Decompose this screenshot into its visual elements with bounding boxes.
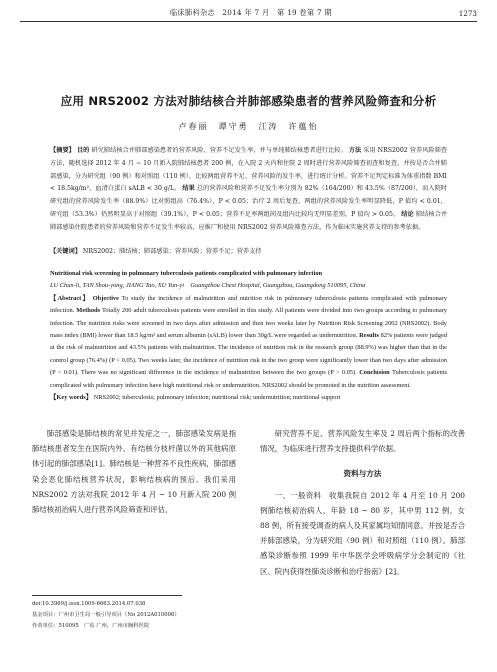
en-keywords-label: 【Key words】: [50, 394, 93, 402]
en-keywords-text: NRS2002; tuberculosis; pulmonary infection; nutritional risk; undernutrition; nutritional support: [93, 394, 341, 402]
footnote-rule: [32, 595, 182, 596]
en-results-text: 82% patients were judged at the risk of malnutrition and 43.5% patients with malnutrition. The incidence of nutrition risk in the research group (88.9%) was higher than that in the control group (76.4%) (P < 0.05). Two weeks later, the incidence of nutrition risk in the two group were significantly lower than two days after admission (P < 0.01). There was no significant difference in the incidence of malnutrition between the two groups (P > 0.05).: [50, 332, 447, 377]
en-objective-label: Objective: [92, 294, 120, 302]
results-text: 总的营养风险和营养不足发生率分别为 82%（164/200）和 43.5%（87/200），而入院时研究组的营养风险发生率（88.9%）比对照组高（76.4%），P < 0.05；治疗 2 周后复查，两组的营养风险发生率明显降低，P 值均 < 0.01，研究组（53.3%）仍然明显高于对照组（39.1%），P < 0.05；营养不足率两组间及组内比较均无明显差别，P 值均 > 0.05。: [50, 185, 448, 218]
english-authors: LU Chun-li, TAN Shou-yong, JIANG Tao, XU Yun-yi Guangzhou Chest Hospital, Guangzhou, Guangdong 510095, China: [50, 282, 366, 290]
affiliation-line: 作者单位：510095 广东 广州，广州市胸科医院: [32, 622, 150, 629]
page-number: 1273: [458, 8, 477, 18]
author-list: 卢春丽 谭守勇 江涛 许蕴怡: [178, 122, 319, 131]
english-abstract: [50, 268, 447, 404]
en-results-label: Results: [359, 332, 379, 340]
keywords-text: NRS2002；肺结核；肺部感染；营养风险；营养不足；营养支持: [82, 248, 262, 255]
footnotes: [32, 599, 180, 631]
doi-line: doi:10.3969/j.issn.1009-6663.2014.07.038: [32, 601, 146, 607]
conclusion-text: 肺结核合并肺部感染住院患者的营养风险和营养不足发生率较高，应推广和使用 NRS2002 营养风险筛查方法，作为临床实施营养支持的参考依据。: [50, 210, 448, 231]
conclusion-label: 结论: [401, 210, 414, 218]
methods-label: 方法: [348, 147, 362, 154]
body-column-left: [32, 426, 236, 517]
section-heading: 资料与方法: [343, 469, 382, 479]
en-conclusion-text: Tuberculosis patients complicated with pulmonary infection have high nutritional risk or undernutrition. NRS2002 should be promoted in the nutrition assessment.: [50, 369, 448, 389]
methods-paragraph: 一、一般资料 收集我院自 2012 年 4 月至 10 月 200 例肺结核初治病人，年龄 18 ~ 80 岁，其中男 112 例，女 88 例，所有接受调查的病人及其家属均知情同意。并按是否合并肺部感染，分为研究组（90 例）和对照组（110 例）。肺部感染诊断参照 1999 年中华医学会呼吸病学分会制定的《社区、院内获得性肺炎诊断和治疗指南》[2]。: [260, 490, 465, 576]
journal-citation: 临床肺科杂志 2014 年 7 月 第 19 卷第 7 期: [170, 8, 332, 17]
objective-text: 研究肺结核合并肺部感染患者的营养风险、营养不足发生率，并与单纯肺结核患者进行比较。: [91, 147, 347, 154]
chinese-keywords: [50, 246, 447, 259]
en-conclusion-label: Conclusion: [359, 369, 390, 377]
running-header: [20, 6, 477, 20]
en-methods-text: Totally 200 adult tuberculosis patients were enrolled in this study. All patients were divided into two groups according to pulmonary infection. The nutrition risks were screened in two days after admission and then two weeks later by Nutrition Risk Screening 2002 (NRS2002). Body mass index (BMI) lower than 18.5 kg/m² and serum albumin (sALB) lower than 30g/L were regarded as undernutrition.: [50, 307, 447, 340]
english-title: Nutritional risk screening in pulmonary tuberculosis patients complicated with pulmonary infection: [50, 270, 323, 277]
english-keywords: [50, 392, 447, 404]
abstract-label: 【摘要】: [50, 147, 75, 154]
body-column-right: [260, 426, 465, 579]
methods-text: 采用 NRS2002 营养风险筛查方法，随机选择 2012 年 4 月 ~ 10 月新入院肺结核患者 200 例，在入院 2 天内和住院 2 周时进行营养风险筛查初查和复查，并按是否合并肺部感染，分为研究组（90 例）和对照组（110 例），比较两组营养不足、营养风险的发生率，进行统计分析。营养不足判定标准为体重指数 BMI < 18.5kg/m²，血清白蛋白 sALB < 30 g/L。: [50, 147, 448, 193]
en-objective-text: To study the incidence of malnutrition and nutrition risk in pulmonary tuberculosis patients complicated with pulmonary infection.: [50, 294, 448, 315]
intro-paragraph-continued: 研究营养不足、营养风险发生率及 2 周后两个指标的改善情况，为临床进行营养支持提供科学依据。: [260, 429, 465, 454]
en-methods-label: Methods: [76, 307, 101, 315]
fund-line: 基金项目：广州市卫生局一般引导项目（No 2012A010006）: [32, 611, 180, 618]
intro-paragraph: 肺部感染是肺结核的常见并发症之一，肺部感染发病是指肺结核患者发生在医院内外、有结核分枝杆菌以外的其他病原体引起的肺部感染[1]。肺结核是一种营养不良性疾病，肺部感染会恶化肺结核营养状况，影响结核病的预后。我们采用 NRS2002 方法对我院 2012 年 4 月 ~ 10 月新入院 200 例肺结核初治病人进行营养风险筛查和评估，: [32, 429, 236, 515]
article-title: 应用 NRS2002 方法对肺结核合并肺部感染患者的营养风险筛查和分析: [60, 94, 437, 108]
results-label: 结果: [182, 185, 195, 193]
english-abstract-body: [50, 293, 447, 392]
keywords-label: 【关键词】: [50, 248, 81, 255]
objective-label: 目的: [76, 147, 90, 154]
chinese-abstract: [50, 145, 447, 235]
en-abstract-label: 【Abstract】: [50, 294, 90, 302]
header-rule: [20, 21, 477, 22]
